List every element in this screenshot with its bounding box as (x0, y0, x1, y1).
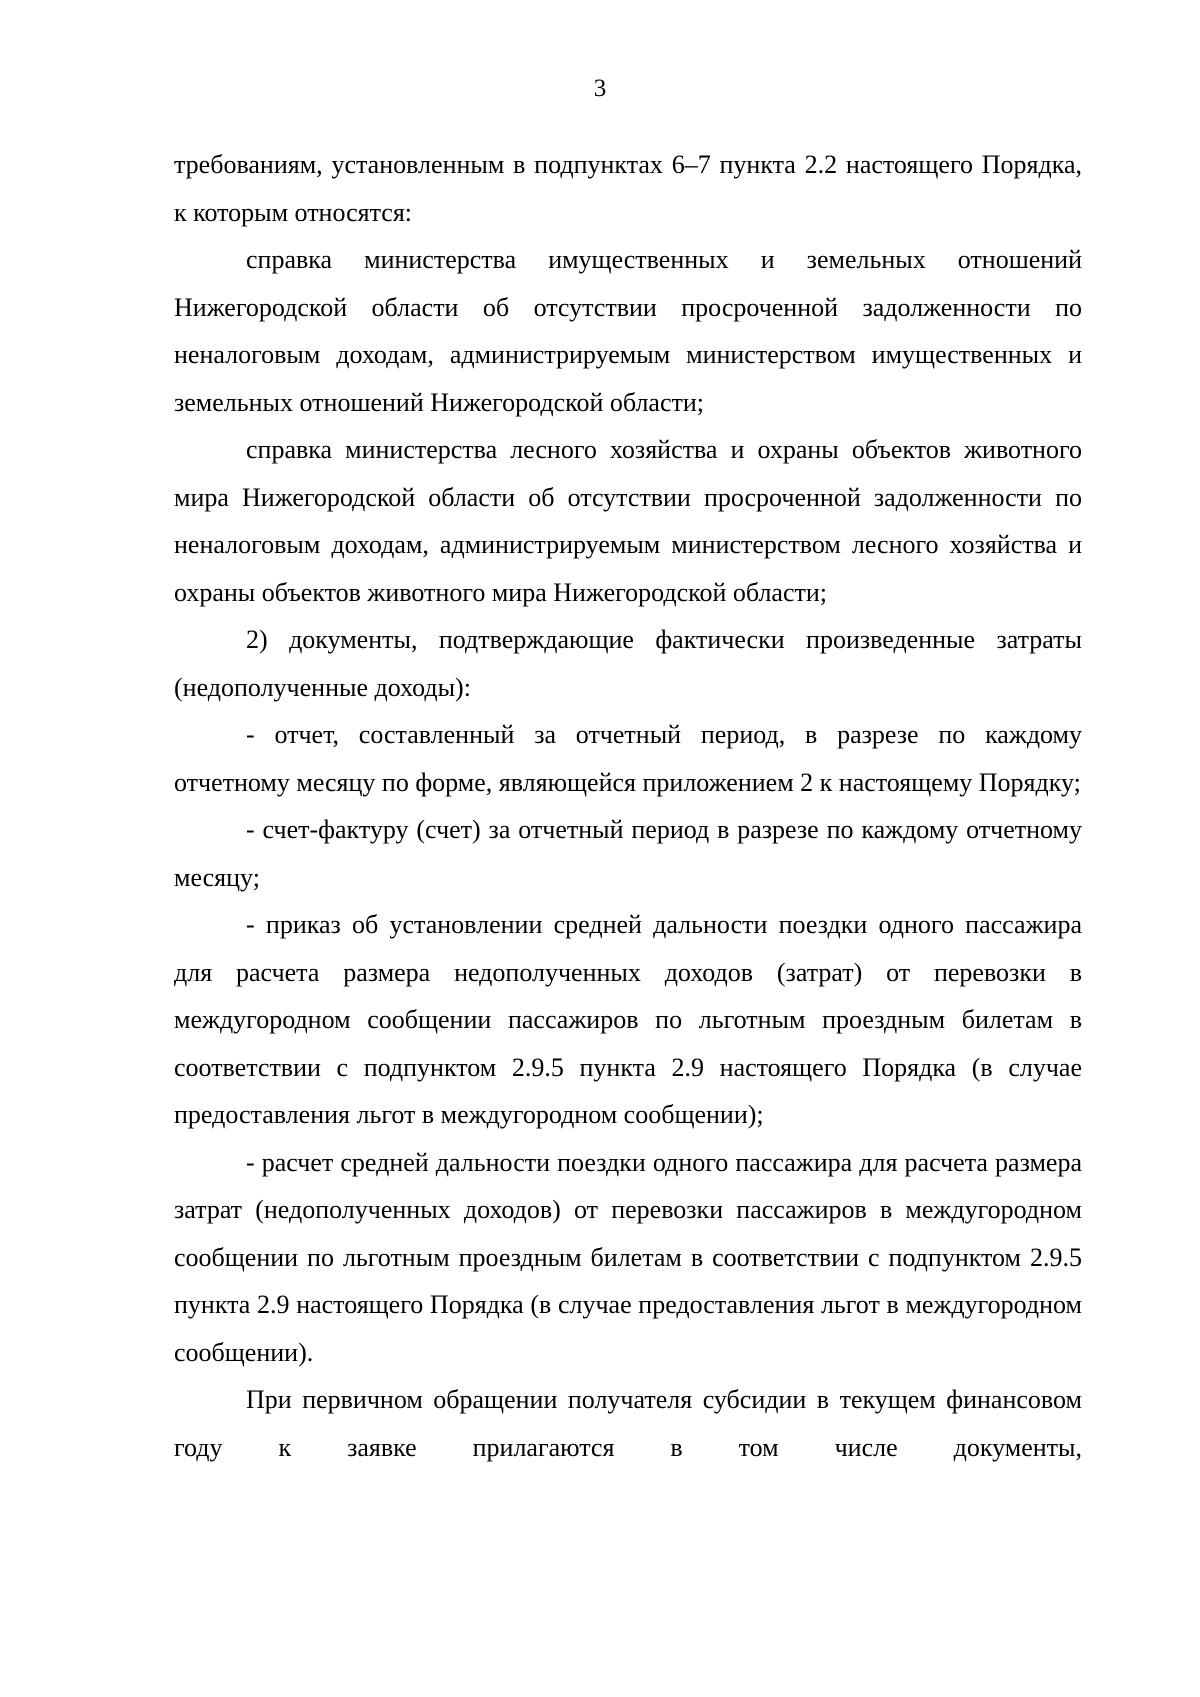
page-number: 3 (593, 75, 607, 102)
paragraph-calculation: - расчет средней дальности поездки одного пассажира для расчета размера затрат (недополученных доходов) от перевозки пассажиров в междугородном сообщении по льготным проездным билетам в соответствии с подпунктом 2.9.5 пункта 2.9 настоящего Порядка (в случае предоставления льгот в междугородном сообщении). (174, 1147, 1082, 1367)
paragraph-item-2-documents: 2) документы, подтверждающие фактически произведенные затраты (недополученные доходы): (174, 625, 1082, 702)
paragraph-forestry-certificate: справка министерства лесного хозяйства и охраны объектов животного мира Нижегородской области об отсутствии просроченной задолженности по неналоговым доходам, администрируемым министерством лесного хозяйства и охраны объектов животного мира Нижегородской области; (174, 435, 1082, 607)
paragraph-order: - приказ об установлении средней дальности поездки одного пассажира для расчета размера недополученных доходов (затрат) от перевозки в междугородном сообщении пассажиров по льготным проездным билетам в соответствии с подпунктом 2.9.5 пункта 2.9 настоящего Порядка (в случае предоставления льгот в междугородном сообщении); (174, 910, 1082, 1129)
paragraph-first-application: При первичном обращении получателя субсидии в текущем финансовом году к заявке прилагаются в том числе документы, (174, 1385, 1082, 1462)
paragraph-report: - отчет, составленный за отчетный период, в разрезе по каждому отчетному месяцу по форме, являющейся приложением 2 к настоящему Порядку; (174, 720, 1082, 797)
document-body (174, 141, 1082, 1471)
paragraph-invoice: - счет-фактуру (счет) за отчетный период в разрезе по каждому отчетному месяцу; (174, 815, 1082, 892)
paragraph-property-certificate: справка министерства имущественных и земельных отношений Нижегородской области об отсутствии просроченной задолженности по неналоговым доходам, администрируемым министерством имущественных и земельных отношений Нижегородской области; (174, 245, 1082, 417)
paragraph-continuation: требованиям, установленным в подпунктах 6–7 пункта 2.2 настоящего Порядка, к которым относятся: (174, 150, 1082, 227)
